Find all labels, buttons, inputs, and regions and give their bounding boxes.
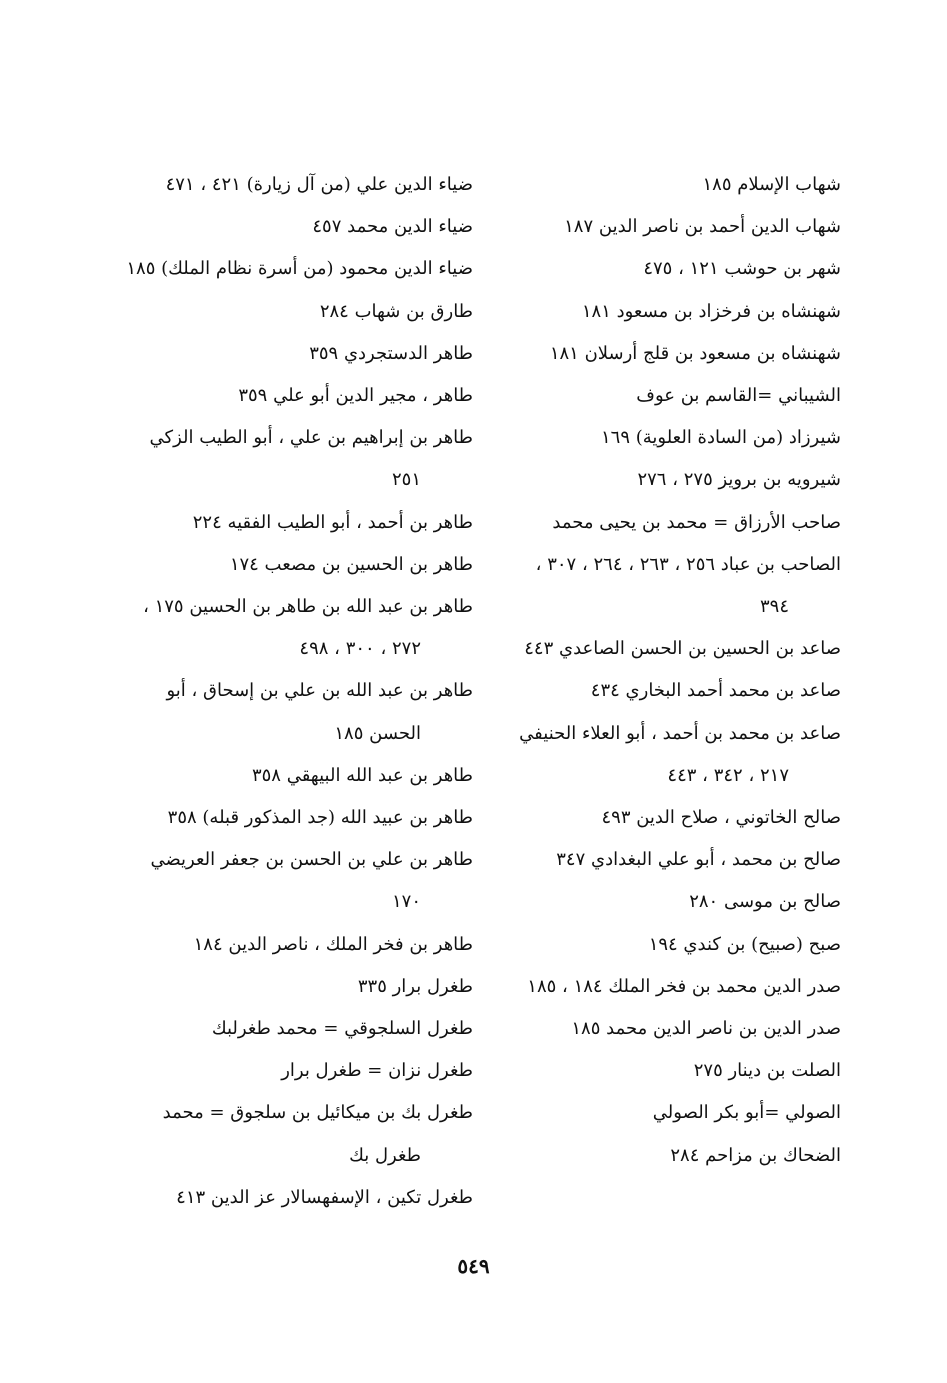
index-entry-text: صالح الخاتوني ، صلاح الدين ٤٩٣: [601, 807, 841, 829]
index-entry-text: شهنشاه بن مسعود بن قلج أرسلان ١٨١: [549, 342, 841, 364]
index-entry: [127, 670, 473, 754]
index-entry: [495, 248, 841, 290]
index-entry: [495, 502, 841, 544]
index-entry-text: الشيباني =القاسم بن عوف: [636, 385, 841, 407]
index-entry: [495, 924, 841, 966]
index-entry-text: شهاب الإسلام ١٨٥: [702, 174, 841, 195]
index-entry: [495, 713, 841, 797]
index-entry: [495, 333, 841, 375]
index-entry: [495, 1050, 841, 1092]
index-entry-continuation: ٢١٧ ، ٣٤٢ ، ٤٤٣: [667, 764, 789, 786]
index-entry-text: الصاحب بن عباد ٢٥٦ ، ٢٦٣ ، ٢٦٤ ، ٣٠٧ ،: [535, 553, 841, 575]
index-entry-text: طاهر ، مجير الدين أبو علي ٣٥٩: [238, 385, 473, 407]
index-entry: [495, 206, 841, 248]
index-entry: [495, 164, 841, 206]
index-entry-text: طارق بن شهاب ٢٨٤: [319, 300, 473, 322]
index-entry: [495, 881, 841, 923]
index-entry-continuation: ٣٩٤: [759, 596, 789, 618]
index-entry-text: صدر الدين محمد بن فخر الملك ١٨٤ ، ١٨٥: [527, 975, 841, 997]
index-entry: [127, 839, 473, 923]
index-entry: [127, 248, 473, 290]
index-entry: [127, 1008, 473, 1050]
index-entry-text: شهاب الدين أحمد بن ناصر الدين ١٨٧: [564, 216, 841, 238]
index-entry-text: صاحب الأرزاق = محمد بن يحيى محمد: [552, 511, 841, 533]
index-entry-text: طاهر بن عبد الله بن طاهر بن الحسين ١٧٥ ،: [143, 596, 473, 618]
index-column-right: [495, 164, 841, 1177]
index-entry-text: صاعد بن الحسين بن الحسن الصاعدي ٤٤٣: [524, 638, 841, 660]
index-entry: [495, 375, 841, 417]
index-entry-text: طاهر بن أحمد ، أبو الطيب الفقيه ٢٢٤: [192, 511, 473, 533]
index-entry-text: صدر الدين بن ناصر الدين محمد ١٨٥: [571, 1018, 841, 1040]
index-entry-text: طاهر الدستجردي ٣٥٩: [309, 342, 473, 364]
index-entry-text: طغرل نزان = طغرل برار: [281, 1060, 473, 1082]
index-entry-text: طغرل تكين ، الإسفهسالار عز الدين ٤١٣: [176, 1186, 473, 1208]
index-entry: [495, 1135, 841, 1177]
index-entry-text: الصلت بن دينار ٢٧٥: [693, 1060, 841, 1082]
index-entry: [127, 1177, 473, 1219]
index-entry: [127, 797, 473, 839]
index-entry-text: طاهر بن علي بن الحسن بن جعفر العريضي: [150, 849, 473, 871]
index-entry-text: صالح بن موسى ٢٨٠: [689, 891, 841, 913]
index-entry: [127, 924, 473, 966]
index-entry-text: طاهر بن عبد الله بن علي بن إسحاق ، أبو: [166, 680, 473, 702]
index-entry-text: شيرويه بن برويز ٢٧٥ ، ٢٧٦: [637, 469, 841, 491]
index-entry: [495, 544, 841, 628]
index-entry: [495, 966, 841, 1008]
index-entry: [495, 291, 841, 333]
index-entry: [495, 670, 841, 712]
index-entry: [127, 1092, 473, 1176]
index-entry-text: الضحاك بن مزاحم ٢٨٤: [670, 1144, 841, 1166]
index-entry: [127, 755, 473, 797]
index-entry: [495, 417, 841, 459]
index-entry: [127, 206, 473, 248]
index-entry: [495, 1008, 841, 1050]
index-entry-text: ضياء الدين محمود (من أسرة نظام الملك) ١٨٥: [126, 258, 473, 280]
index-entry-text: صبح (صبيح) بن كندي ١٩٤: [648, 933, 841, 955]
index-entry: [495, 628, 841, 670]
index-entry-text: طغرل السلجوقي = محمد طغرلبك: [211, 1018, 473, 1040]
index-entry: [127, 375, 473, 417]
index-entry-text: الصولي =أبو بكر الصولي: [652, 1102, 841, 1124]
index-entry-text: شيرزاد (من السادة العلوية) ١٦٩: [600, 427, 841, 449]
index-entry: [127, 333, 473, 375]
index-entry-text: صاعد بن محمد أحمد البخاري ٤٣٤: [590, 680, 841, 702]
index-entry: [127, 417, 473, 501]
index-entry: [495, 459, 841, 501]
index-entry: [495, 1092, 841, 1134]
index-entry-text: طاهر بن فخر الملك ، ناصر الدين ١٨٤: [193, 933, 473, 955]
index-entry-text: شهنشاه بن فرخزاد بن مسعود ١٨١: [581, 300, 841, 322]
index-entry-continuation: ٢٥١: [391, 469, 421, 491]
index-entry: [127, 291, 473, 333]
index-entry: [127, 586, 473, 670]
index-entry-text: طاهر بن عبيد الله (جد المذكور قبله) ٣٥٨: [167, 807, 473, 829]
page-number: ٥٤٩: [457, 1254, 490, 1278]
index-entry-text: ضياء الدين محمد ٤٥٧: [312, 216, 473, 238]
index-entry: [127, 502, 473, 544]
index-entry-continuation: ١٧٠: [391, 891, 421, 913]
index-entry-text: طغرل برار ٣٣٥: [357, 975, 473, 997]
index-entry-continuation: ٢٧٢ ، ٣٠٠ ، ٤٩٨: [299, 638, 421, 660]
index-entry-text: طاهر بن الحسين بن مصعب ١٧٤: [229, 553, 473, 575]
index-entry-text: صاعد بن محمد بن أحمد ، أبو العلاء الحنيفي: [519, 722, 841, 744]
index-entry: [127, 164, 473, 206]
index-entry: [127, 1050, 473, 1092]
index-entry: [127, 966, 473, 1008]
index-entry-text: طغرل بك بن ميكائيل بن سلجوق = محمد: [162, 1102, 473, 1124]
index-entry-continuation: طغرل بك: [349, 1144, 421, 1166]
index-entry: [495, 797, 841, 839]
index-entry-continuation: الحسن ١٨٥: [334, 722, 421, 744]
index-entry-text: ضياء الدين علي (من آل زيارة) ٤٢١ ، ٤٧١: [165, 174, 473, 195]
index-entry-text: شهر بن حوشب ١٢١ ، ٤٧٥: [643, 258, 841, 280]
index-entry-text: طاهر بن إبراهيم بن علي ، أبو الطيب الزكي: [149, 427, 473, 449]
index-entry: [127, 544, 473, 586]
index-entry-text: صالح بن محمد ، أبو علي البغدادي ٣٤٧: [556, 849, 841, 871]
index-entry: [495, 839, 841, 881]
index-entry-text: طاهر بن عبد الله البيهقي ٣٥٨: [251, 764, 473, 786]
index-column-left: [127, 164, 473, 1219]
